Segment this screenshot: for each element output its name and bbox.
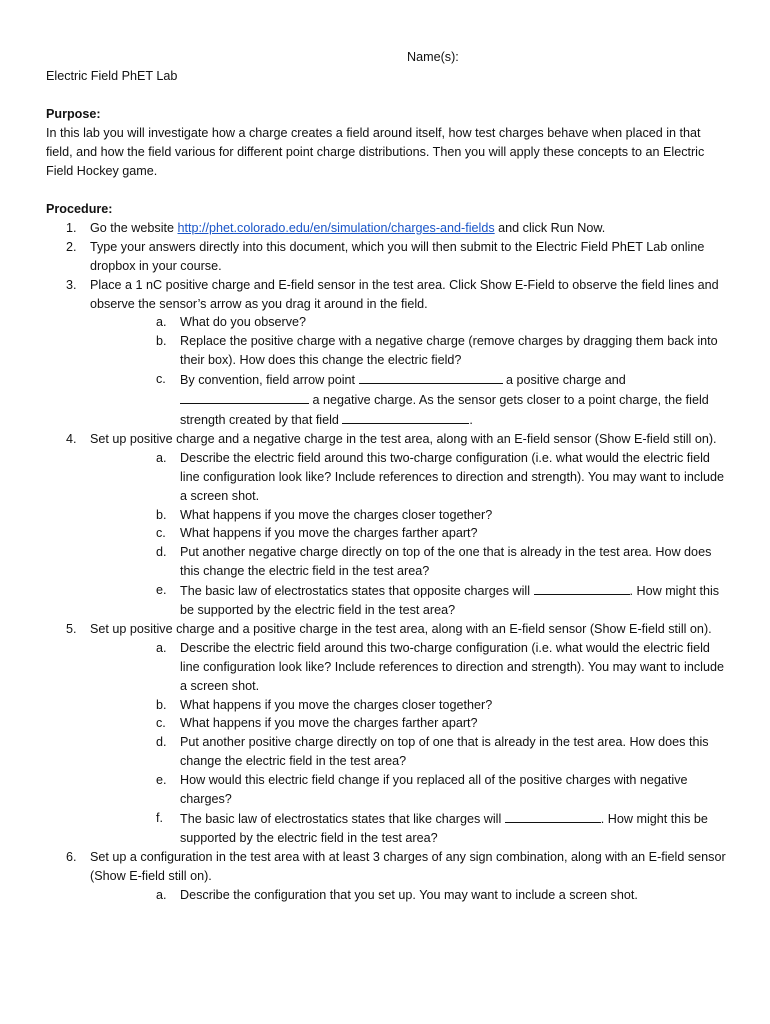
procedure-step-2 <box>46 238 728 276</box>
sub-question-text: Describe the electric field around this two-charge configuration (i.e. what would the electric field line configuration look like? Include references to direction and strength). You may want to include a screen shot. <box>180 450 724 503</box>
sub-question-4a <box>90 449 728 506</box>
sub-question-text: . How might this be supported by the electric field in the test area? <box>180 584 720 618</box>
sub-question-text: How would this electric field change if you replaced all of the positive charges with negative charges? <box>180 773 688 807</box>
sub-question-5d <box>90 733 728 771</box>
sub-letter: c. <box>156 716 166 731</box>
sub-question-5b <box>90 696 728 715</box>
sub-letter: d. <box>156 735 167 750</box>
sub-letter: b. <box>156 507 167 522</box>
sub-question-3b <box>90 332 728 370</box>
fill-in-blank[interactable] <box>359 370 503 384</box>
procedure-step-4 <box>46 430 728 620</box>
sub-letter: b. <box>156 697 167 712</box>
step-text: Set up a configuration in the test area with at least 3 charges of any sign combination, along with an E-field sensor (Show E-field still on). <box>90 849 726 883</box>
sub-question-5a <box>90 639 728 696</box>
sub-question-text: By convention, field arrow point <box>180 373 359 388</box>
purpose-section <box>46 105 728 181</box>
sub-question-text: Put another positive charge directly on top of one that is already in the test area. How does this change the electric field in the test area? <box>180 735 709 769</box>
sub-letter: d. <box>156 545 167 560</box>
procedure-section <box>46 200 728 905</box>
sub-question-text: Describe the electric field around this two-charge configuration (i.e. what would the electric field line configuration look like? Include references to direction and strength). You may want to include a screen shot. <box>180 640 724 693</box>
sub-question-3c <box>90 370 728 430</box>
names-label: Name(s): <box>407 50 459 64</box>
procedure-step-6 <box>46 848 728 905</box>
step-number: 4. <box>66 431 77 446</box>
sub-question-text: What happens if you move the charges farther apart? <box>180 716 478 731</box>
procedure-heading: Procedure: <box>46 202 113 216</box>
sub-question-text: What happens if you move the charges closer together? <box>180 697 493 712</box>
sub-question-4d <box>90 543 728 581</box>
fill-in-blank[interactable] <box>534 581 630 595</box>
step-number: 3. <box>66 277 77 292</box>
sub-letter: c. <box>156 526 166 541</box>
step-text: Set up positive charge and a positive charge in the test area, along with an E-field sensor (Show E-field still on). <box>90 621 712 636</box>
sub-letter: a. <box>156 450 167 465</box>
sub-letter: a. <box>156 640 167 655</box>
fill-in-blank[interactable] <box>180 390 309 404</box>
sub-question-text: The basic law of electrostatics states that opposite charges will <box>180 584 534 599</box>
sub-question-text: What happens if you move the charges farther apart? <box>180 526 478 541</box>
sub-question-3a <box>90 313 728 332</box>
sub-letter: b. <box>156 334 167 349</box>
phet-website-link[interactable]: http://phet.colorado.edu/en/simulation/charges-and-fields <box>177 220 495 235</box>
sub-letter: e. <box>156 583 167 598</box>
step-number: 6. <box>66 849 77 864</box>
procedure-step-5 <box>46 620 728 848</box>
sub-letter: c. <box>156 372 166 387</box>
sub-question-text: Replace the positive charge with a negative charge (remove charges by dragging them back into their box). How does this change the electric field? <box>180 334 718 368</box>
step-text: Type your answers directly into this document, which you will then submit to the Electric Field PhET Lab online dropbox in your course. <box>90 239 705 273</box>
step-number: 5. <box>66 621 77 636</box>
step-text-after: and click Run Now. <box>494 220 606 235</box>
step-text: Set up positive charge and a negative charge in the test area, along with an E-field sensor (Show E-field still on). <box>90 431 717 446</box>
sub-letter: e. <box>156 773 167 788</box>
purpose-text: In this lab you will investigate how a charge creates a field around itself, how test charges behave when placed in that field, and how the field various for different point charge distributions. Then you will apply these concepts to an Electric Field Hockey game. <box>46 125 705 178</box>
fill-in-blank[interactable] <box>505 809 601 823</box>
step-text: Go the website <box>90 220 178 235</box>
sub-question-text: . How might this be supported by the electric field in the test area? <box>180 812 708 845</box>
sub-question-text: What happens if you move the charges closer together? <box>180 507 493 522</box>
sub-question-list <box>90 449 728 620</box>
purpose-heading: Purpose: <box>46 107 101 121</box>
sub-question-5c <box>90 714 728 733</box>
sub-question-list <box>90 639 728 848</box>
document-title: Electric Field PhET Lab <box>46 69 178 83</box>
sub-question-text: Describe the configuration that you set up. You may want to include a screen shot. <box>180 887 638 902</box>
sub-letter: a. <box>156 315 167 330</box>
sub-question-6a <box>90 886 728 905</box>
step-number: 2. <box>66 239 77 254</box>
sub-question-4c <box>90 524 728 543</box>
procedure-list <box>46 219 728 905</box>
sub-question-5e <box>90 771 728 809</box>
sub-question-text: . <box>469 412 473 427</box>
sub-question-text: a positive charge and <box>502 373 626 388</box>
sub-question-list <box>90 313 728 429</box>
sub-letter: a. <box>156 887 167 902</box>
sub-letter: f. <box>156 811 163 825</box>
sub-question-4e <box>90 581 728 620</box>
fill-in-blank[interactable] <box>342 410 469 424</box>
sub-question-text: The basic law of electrostatics states that like charges will <box>180 812 505 826</box>
procedure-step-3 <box>46 276 728 430</box>
step-text: Place a 1 nC positive charge and E-field sensor in the test area. Click Show E-Field to observe the field lines and observe the sensor’s arrow as you drag it around in the field. <box>90 277 719 311</box>
sub-question-text: a negative charge. As the sensor gets closer to a point charge, the field strength created by that field <box>180 393 709 427</box>
sub-question-text: Put another negative charge directly on top of the one that is already in the test area. How does this change the electric field in the test area? <box>180 545 712 579</box>
sub-question-4b <box>90 506 728 525</box>
sub-question-5f <box>90 809 728 848</box>
procedure-step-1 <box>46 219 728 238</box>
sub-question-list <box>90 886 728 905</box>
sub-question-text: What do you observe? <box>180 315 307 330</box>
step-number: 1. <box>66 220 77 235</box>
